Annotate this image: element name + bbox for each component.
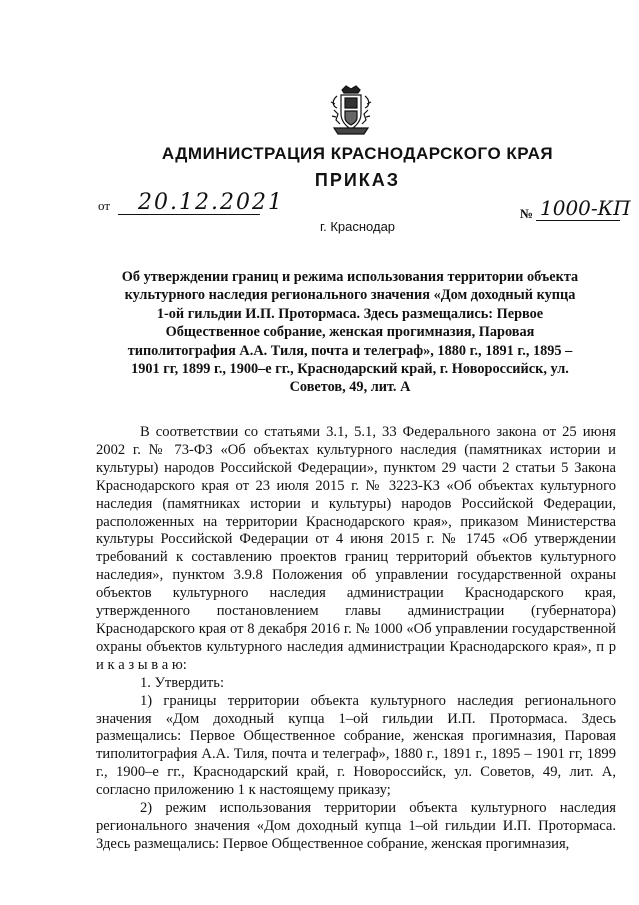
paragraph: 2) режим использования территории объекта культурного наследия регионального значения «Дом доходный купца 1–ой гильдии И.П. Протормаса. Здесь размещались: Первое Общественное собрание, женская прогимназия, (96, 800, 616, 852)
document-title: Об утверждении границ и режима использования территории объекта культурного наследия регионального значения «Дом доходный купца 1-ой гильдии И.П. Протормаса. Здесь размещались: Первое Общественное собрание, женская прогимназия, Паровая типолитография А.А. Тиля, почта и телеграф», 1880 г., 1891 г., 1895 – 1901 гг, 1899 г., 1900–е гг., Краснодарский край, г. Новороссийск, ул. Советов, 49, лит. А (121, 269, 579, 396)
paragraph: 1. Утвердить: (140, 674, 225, 691)
handwritten-date: 20.12.2021 (138, 190, 284, 215)
paragraph: В соответствии со статьями 3.1, 5.1, 33 Федерального закона от 25 июня 2002 г. № 73-ФЗ «Об объектах культурного наследия (памятниках истории и культуры) народов Российской Федерации», пунктом 29 части 2 статьи 5 Закона Краснодарского края от 23 июля 2015 г. № 3223-КЗ «Об объектах культурного наследия (памятниках истории и культуры) народов Российской Федерации, расположенных на территории Краснодарского края», приказом Министерства культуры Российской Федерации от 4 июня 2015 г. № 1745 «Об утверждении требований к составлению проектов границ территорий объектов культурного наследия», пунктом 3.9.8 Положения об управлении государственной охраны объектов культурного наследия администрации Краснодарского края, утвержденного постановлением главы администрации (губернатора) Краснодарского края от 8 декабря 2016 г. № 1000 «Об управлении государственной охраны объектов культурного наследия администрации Краснодарского края», п р и к а з ы в а ю: (96, 424, 616, 673)
handwritten-number: 1000-КП (540, 196, 631, 220)
document-body (96, 424, 616, 854)
document-type: ПРИКАЗ (314, 170, 401, 190)
krasnodar-coat-of-arms-icon (328, 84, 374, 138)
date-label: от (98, 198, 111, 213)
number-label: № (520, 206, 534, 221)
organization-name: АДМИНИСТРАЦИЯ КРАСНОДАРСКОГО КРАЯ (161, 144, 554, 163)
paragraph: 1) границы территории объекта культурного наследия регионального значения «Дом доходный купца 1–ой гильдии И.П. Протормаса. Здесь размещались: Первое Общественное собрание, женская прогимназия, Паровая типолитография А.А. Тиля, почта и телеграф», 1880 г., 1891 г., 1895 – 1901 гг, 1899 г., 1900–е гг., Краснодарский край, г. Новороссийск, ул. Советов, 49, лит. А, согласно приложению 1 к настоящему приказу; (96, 692, 616, 799)
city: г. Краснодар (319, 219, 396, 234)
